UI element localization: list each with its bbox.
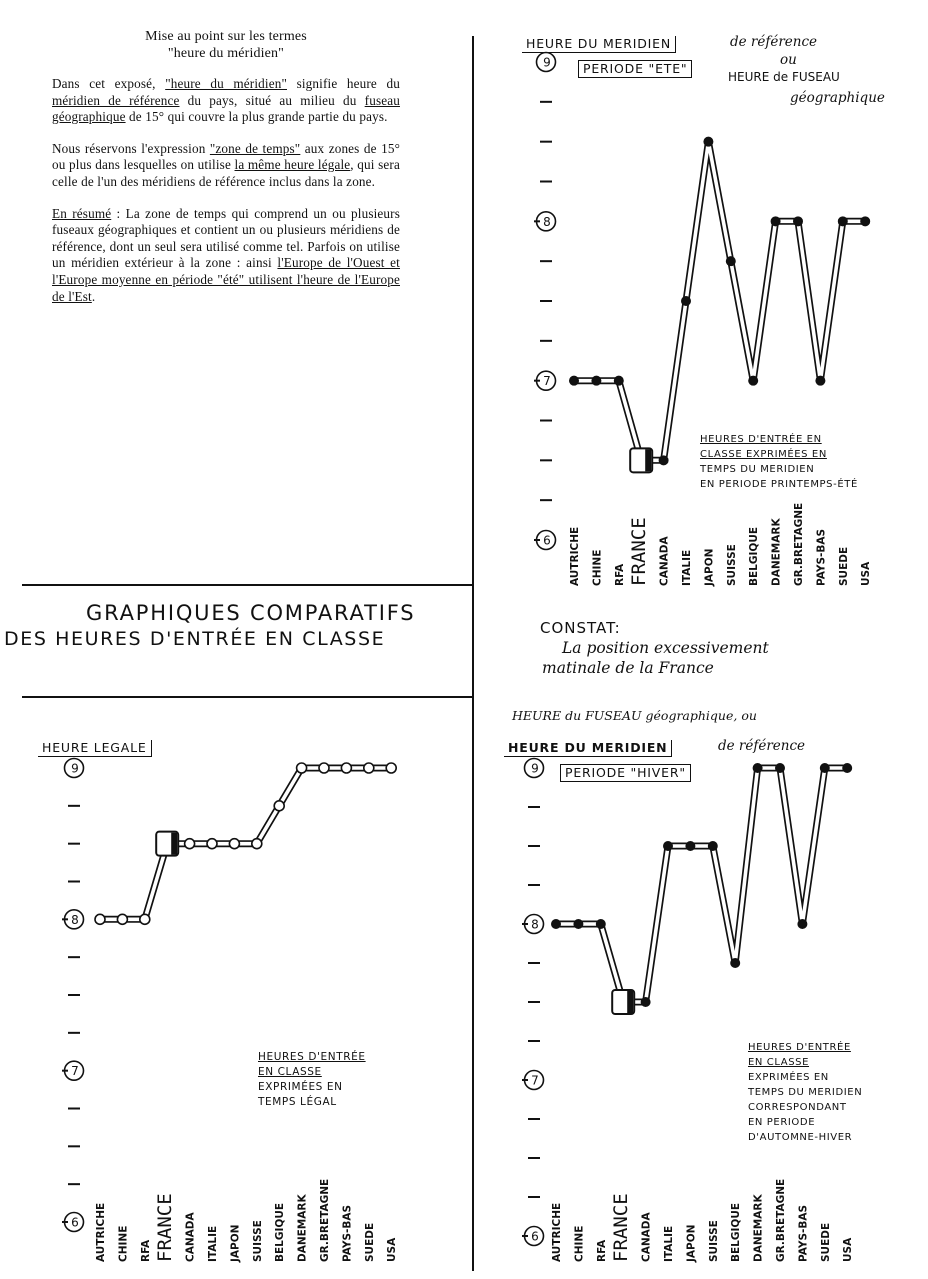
data-point: [843, 764, 851, 772]
category-label: JAPON: [685, 1224, 698, 1262]
y-tick-label: 7: [71, 1064, 79, 1079]
y-tick-label: 7: [543, 374, 551, 389]
category-label: FRANCE: [154, 1193, 177, 1262]
category-label: BELGIQUE: [748, 526, 761, 586]
chart-legale-note-line4: TEMPS LÉGAL: [258, 1096, 337, 1108]
y-tick-label: 6: [531, 1229, 539, 1244]
chart-ete-note-line3: TEMPS DU MERIDIEN: [700, 464, 815, 475]
p3-text-2: .: [91, 288, 96, 304]
definition-title-line1: Mise au point sur les termes: [145, 29, 307, 44]
category-label: DANEMARK: [770, 518, 783, 586]
p1-underline-3: fuseau géographique: [52, 92, 400, 125]
category-label: JAPON: [703, 548, 716, 586]
category-label: CANADA: [658, 536, 671, 586]
category-label: PAYS-BAS: [797, 1204, 810, 1262]
data-point: [574, 920, 582, 928]
y-tick-label-top: 9: [71, 761, 79, 776]
chart-ete-note-line2: CLASSE EXPRIMÉES EN: [700, 449, 827, 460]
point-france-shade: [627, 991, 633, 1013]
chart-hiver-tag-fuseau: HEURE du FUSEAU géographique, ou: [512, 708, 757, 723]
category-label: SUISSE: [251, 1220, 264, 1262]
p2-text-2: aux zones de 15° ou plus dans lesquelles on utilise: [52, 140, 400, 173]
y-tick-label: 6: [71, 1215, 79, 1230]
p1-text-3: du pays, situé au milieu du: [179, 92, 365, 108]
data-point: [753, 764, 761, 772]
series-tube-fill: [556, 768, 847, 1002]
p3-text-1: : La zone de temps qui comprend un ou plusieurs fuseaux géographiques et contient un ou plusieurs méridiens de référence, dont un seul sera utilisé comme tel. Parfois on utilise un méridien extérieur à la zone : ainsi: [52, 205, 400, 271]
category-label: JAPON: [229, 1224, 242, 1262]
category-label: AUTRICHE: [95, 1202, 107, 1262]
chart-ete-note-line4: EN PERIODE PRINTEMPS-ÉTÉ: [700, 479, 858, 490]
chart-hiver-note-line5: CORRESPONDANT: [748, 1102, 847, 1113]
p1-underline-1: "heure du méridien": [165, 76, 287, 91]
category-label: RFA: [139, 1239, 152, 1262]
category-label: CANADA: [184, 1212, 197, 1262]
y-tick-label: 8: [71, 912, 79, 927]
category-label: FRANCE: [610, 1193, 633, 1262]
chart-ete-note-line1: HEURES D'ENTRÉE EN: [700, 434, 822, 445]
category-label: USA: [860, 561, 873, 586]
constat-line2: matinale de la France: [542, 659, 714, 677]
data-point: [641, 998, 649, 1006]
p2-text-1: Nous réservons l'expression: [52, 140, 210, 156]
category-label: GR.BRETAGNE: [775, 1178, 787, 1262]
chart-ete-tag-reference: de référence: [730, 34, 818, 50]
chart-legale-note-line3: EXPRIMÉES EN: [258, 1081, 343, 1093]
category-label: GR.BRETAGNE: [793, 502, 805, 586]
category-label: PAYS-BAS: [815, 528, 828, 586]
p2-underline-1: "zone de temps": [209, 140, 301, 156]
chart-ete-tag-meridien: HEURE DU MERIDIEN: [522, 36, 676, 53]
chart-ete-tag-periode: PERIODE "ETE": [578, 60, 692, 78]
p1-text-4: de 15° qui couvre la plus grande partie du pays.: [125, 109, 388, 125]
p1-underline-2: méridien de référence: [52, 92, 180, 108]
category-label: ITALIE: [207, 1225, 219, 1262]
category-label: CHINE: [117, 1225, 130, 1262]
chart-ete-tag-fuseau: HEURE de FUSEAU: [728, 70, 840, 84]
category-label: SUISSE: [707, 1220, 720, 1262]
y-tick-label: 6: [543, 533, 551, 548]
chart-ete-tag-ou: ou: [780, 52, 797, 68]
category-label: RFA: [613, 563, 626, 586]
data-point: [731, 959, 739, 967]
data-point: [597, 920, 605, 928]
p3-underline-1: En résumé: [52, 205, 112, 221]
chart-ete-tag-geographique: géographique: [790, 90, 885, 106]
category-label: DANEMARK: [296, 1194, 309, 1262]
data-point: [552, 920, 560, 928]
p1-text-1: Dans cet exposé,: [52, 76, 166, 91]
category-label: SUEDE: [819, 1222, 832, 1262]
chart-hiver-tag-meridien: HEURE DU MERIDIEN: [504, 740, 672, 757]
category-label: USA: [842, 1237, 855, 1262]
chart-hiver-note-line3: EXPRIMÉES EN: [748, 1072, 829, 1083]
y-tick-label: 7: [531, 1073, 539, 1088]
data-point: [798, 920, 806, 928]
y-tick-label-top: 9: [543, 55, 551, 70]
category-label: ITALIE: [681, 549, 693, 586]
definition-title-line2: "heure du méridien": [167, 46, 285, 61]
series-tube-outline: [556, 768, 847, 1002]
category-label: BELGIQUE: [730, 1202, 743, 1262]
category-label: AUTRICHE: [551, 1202, 563, 1262]
constat-line1: La position excessivement: [562, 639, 769, 657]
chart-legale-tag-heure-legale: HEURE LEGALE: [38, 740, 152, 757]
category-label: SUEDE: [837, 546, 850, 586]
data-point: [686, 842, 694, 850]
category-label: DANEMARK: [752, 1194, 765, 1262]
chart-hiver-note-line6: EN PERIODE: [748, 1117, 816, 1128]
y-tick-label-top: 9: [531, 761, 539, 776]
category-label: CANADA: [640, 1212, 653, 1262]
data-point: [821, 764, 829, 772]
category-label: ITALIE: [663, 1225, 675, 1262]
data-point: [709, 842, 717, 850]
graphs-title-line1: GRAPHIQUES COMPARATIFS: [86, 601, 416, 625]
p2-text-3: , qui sera celle de l'un des méridiens de référence inclus dans la zone.: [52, 157, 400, 189]
chart-legale-note-line1: HEURES D'ENTRÉE: [258, 1051, 366, 1063]
chart-hiver-note-line2: EN CLASSE: [748, 1057, 810, 1068]
chart-hiver-note-line1: HEURES D'ENTRÉE: [748, 1042, 851, 1053]
category-label: CHINE: [573, 1225, 586, 1262]
category-label: PAYS-BAS: [341, 1204, 354, 1262]
p1-text-2: signifie heure du: [287, 76, 400, 91]
p3-underline-2: l'Europe de l'Ouest et l'Europe moyenne en période "été" utilisent l'heure de l'Europe de l'Est: [52, 255, 400, 304]
data-point: [776, 764, 784, 772]
p2-underline-2: la même heure légale: [234, 157, 351, 173]
constat-heading: CONSTAT:: [540, 619, 621, 637]
category-label: BELGIQUE: [274, 1202, 287, 1262]
chart-hiver-tag-reference: de référence: [718, 738, 806, 754]
graphs-title-line2: DES HEURES D'ENTRÉE EN CLASSE: [4, 628, 386, 650]
y-tick-label: 8: [531, 917, 539, 932]
category-label: RFA: [595, 1239, 608, 1262]
chart-hiver-note-line4: TEMPS DU MERIDIEN: [748, 1087, 863, 1098]
category-label: SUISSE: [725, 544, 738, 586]
category-label: AUTRICHE: [569, 526, 581, 586]
category-label: CHINE: [591, 549, 604, 586]
chart-hiver-tag-periode: PERIODE "HIVER": [560, 764, 691, 782]
chart-hiver-note-line7: D'AUTOMNE-HIVER: [748, 1132, 853, 1143]
data-point: [664, 842, 672, 850]
y-tick-label: 8: [543, 214, 551, 229]
category-label: FRANCE: [628, 517, 651, 586]
category-label: GR.BRETAGNE: [319, 1178, 331, 1262]
category-label: USA: [386, 1237, 399, 1262]
category-label: SUEDE: [363, 1222, 376, 1262]
chart-legale-note-line2: EN CLASSE: [258, 1066, 322, 1078]
